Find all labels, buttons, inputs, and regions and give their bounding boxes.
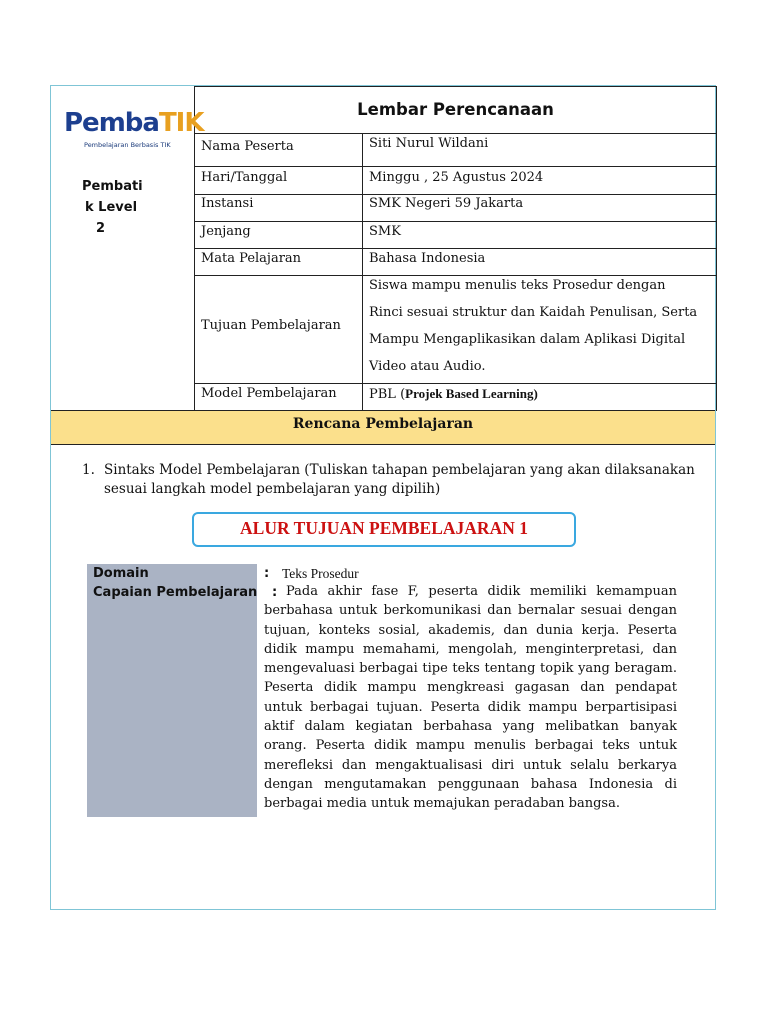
row-value-tujuan: Siswa mampu menulis teks Prosedur dengan Rinci sesuai struktur dan Kaidah Penulisan, Serta Mampu Mengaplikasikan dalam Aplikasi Digital Video atau Audio. [369,278,698,374]
table-divider [194,383,717,384]
rencana-title: Rencana Pembelajaran [292,416,474,432]
table-divider [716,86,717,411]
row-label-model: Model Pembelajaran [201,386,337,401]
capaian-label: Capaian Pembelajaran [93,585,258,600]
alur-title: ALUR TUJUAN PEMBELAJARAN 1 [240,518,528,538]
pembatik-logo [64,108,204,154]
row-label-nama: Nama Peserta [201,139,294,154]
capaian-text: Pada akhir fase F, peserta didik memiliki kemampuan berbahasa untuk berkomunikasi dan bernalar sesuai dengan tujuan, konteks sosial, akademis, dan dunia kerja. Peserta didik mampu memahami, mengolah, menginterpretasi, dan mengevaluasi berbagai tipe teks tentang topik yang beragam. Peserta didik mampu mengkreasi gagasan dan pendapat untuk berbagai tujuan. Peserta didik mampu berpartisipasi aktif dalam kegiatan berbahasa yang melibatkan banyak orang. Peserta didik mampu menulis berbagai teks untuk merefleksi dan mengaktualisasi diri untuk selalu berkarya dengan mengutamakan penggunaan bahasa Indonesia di berbagai media untuk memajukan peradaban bangsa. [264,584,677,812]
row-value-mapel: Bahasa Indonesia [369,251,486,266]
row-value-model: PBL (Projek Based Learning) [369,386,538,402]
row-label-mapel: Mata Pelajaran [201,251,302,266]
table-divider [194,221,717,222]
label-panel [87,564,257,817]
row-label-tanggal: Hari/Tanggal [201,170,288,185]
table-divider [194,166,717,167]
domain-colon: : [264,566,270,581]
domain-label: Domain [93,566,149,581]
list-number: 1. [82,462,95,478]
row-label-tujuan: Tujuan Pembelajaran [201,318,341,333]
table-divider [194,248,717,249]
table-divider [194,86,717,87]
list-item [82,461,712,499]
domain-value: Teks Prosedur [282,566,359,581]
logo-tagline: Pembelajaran Berbasis TIK [84,141,171,149]
row-label-instansi: Instansi [201,196,254,211]
row-value-nama: Siti Nurul Wildani [369,136,489,151]
row-value-instansi: SMK Negeri 59 Jakarta [369,196,524,211]
row-label-jenjang: Jenjang [201,224,251,239]
capaian-colon: : [272,585,278,600]
list-text: Sintaks Model Pembelajaran (Tuliskan tahapan pembelajaran yang akan dilaksanakan sesuai langkah model pembelajaran yang dipilih) [104,462,695,497]
row-value-tanggal: Minggu , 25 Agustus 2024 [369,170,544,185]
table-divider [194,194,717,195]
table-divider [194,133,717,134]
row-value-jenjang: SMK [369,224,401,239]
level-label: Pembati k Level 2 [82,179,143,236]
page-title: Lembar Perencanaan [357,100,554,119]
logo-wordmark: PembaTIK [64,108,204,138]
table-divider [362,133,363,411]
